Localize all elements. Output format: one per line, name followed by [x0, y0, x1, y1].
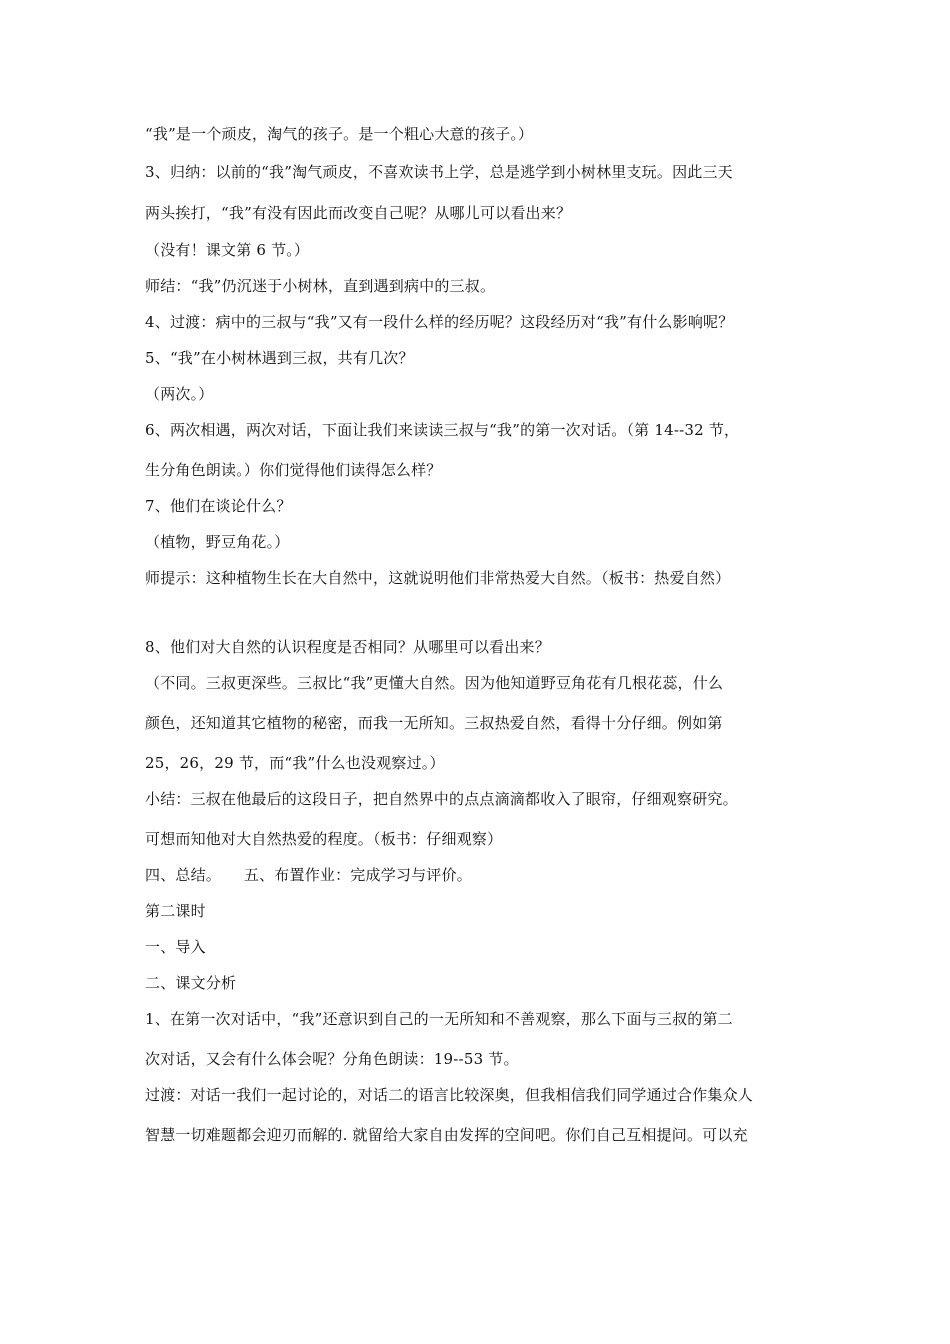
text-line: （不同。三叔更深些。三叔比“我”更懂大自然。因为他知道野豆角花有几根花蕊，什么 — [145, 674, 724, 692]
text-line: 二、课文分析 — [145, 974, 237, 992]
text-line: 过渡：对话一我们一起讨论的，对话二的语言比较深奥，但我相信我们同学通过合作集众人 — [145, 1086, 754, 1104]
text-line: 6、两次相遇，两次对话，下面让我们来读读三叔与“我”的第一次对话。（第 14--32 节， — [145, 421, 740, 439]
text-line: 一、导入 — [145, 938, 206, 956]
text-line: 8、他们对大自然的认识程度是否相同？从哪里可以看出来？ — [145, 638, 550, 656]
text-line: 5、“我”在小树林遇到三叔，共有几次？ — [145, 349, 414, 367]
text-line: 7、他们在谈论什么？ — [145, 497, 292, 515]
text-line: 智慧一切难题都会迎刃而解的. 就留给大家自由发挥的空间吧。你们自己互相提问。可以充 — [145, 1126, 748, 1144]
text-line: 四、总结。 五、布置作业：完成学习与评价。 — [145, 866, 472, 884]
text-line: 3、归纳：以前的“我”淘气顽皮，不喜欢读书上学，总是逃学到小树林里支玩。因此三天 — [145, 163, 733, 181]
text-line: （两次。） — [145, 385, 214, 403]
text-line: （植物，野豆角花。） — [145, 533, 290, 551]
text-line: 两头挨打，“我”有没有因此而改变自己呢？从哪儿可以看出来？ — [145, 204, 572, 222]
text-line: 第二课时 — [145, 902, 206, 920]
text-line: 次对话，又会有什么体会呢？分角色朗读：19--53 节。 — [145, 1050, 519, 1068]
text-line: 师结：“我”仍沉迷于小树林，直到遇到病中的三叔。 — [145, 277, 496, 295]
text-line: 师提示：这种植物生长在大自然中，这就说明他们非常热爱大自然。（板书：热爱自然） — [145, 569, 731, 587]
text-line: （没有！课文第 6 节。） — [145, 241, 310, 259]
text-line: 颜色，还知道其它植物的秘密，而我一无所知。三叔热爱自然，看得十分仔细。例如第 — [145, 714, 723, 732]
text-line: 生分角色朗读。）你们觉得他们读得怎么样？ — [145, 461, 442, 479]
text-line: “我”是一个顽皮，淘气的孩子。是一个粗心大意的孩子。） — [145, 125, 534, 143]
text-line: 25，26，29 节，而“我”什么也没观察过。） — [145, 754, 445, 772]
text-line: 可想而知他对大自然热爱的程度。（板书：仔细观察） — [145, 830, 503, 848]
text-line: 4、过渡：病中的三叔与“我”又有一段什么样的经历呢？这段经历对“我”有什么影响呢？ — [145, 313, 734, 331]
text-line: 小结：三叔在他最后的这段日子，把自然界中的点点滴滴都收入了眼帘，仔细观察研究。 — [145, 790, 738, 808]
text-line: 1、在第一次对话中，“我”还意识到自己的一无所知和不善观察，那么下面与三叔的第二 — [145, 1010, 733, 1028]
